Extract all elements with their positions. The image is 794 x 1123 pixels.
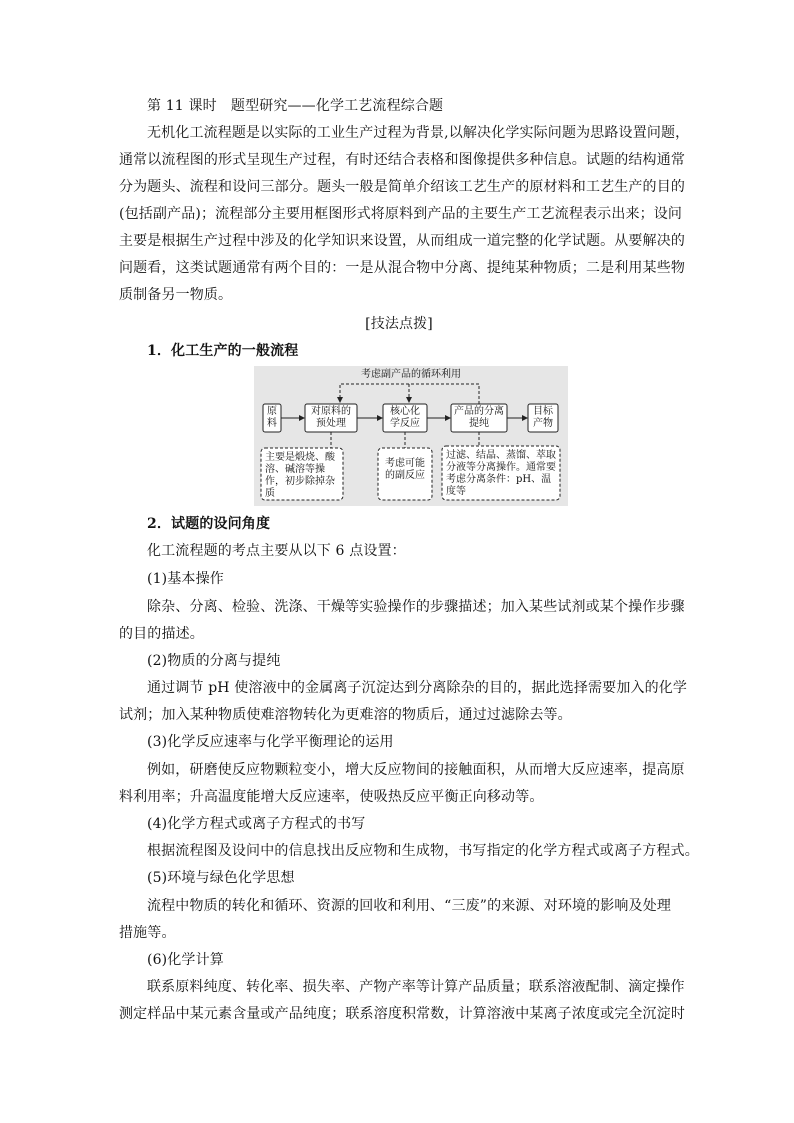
intro-line: (包括副产品)；流程部分主要用框图形式将原料到产品的主要生产工艺流程表示出来；设问: [119, 206, 683, 222]
box-separation: 产品的分离提纯: [454, 406, 504, 429]
heading-general-flow: 1．化工生产的一般流程: [147, 343, 299, 359]
intro-line: 分为题头、流程和设问三部分。题头一般是简单介绍该工艺生产的原材料和工艺生产的目的: [119, 179, 685, 195]
note-side-reaction: 考虑可能的副反应: [385, 458, 425, 481]
point-body: 措施等。: [119, 925, 176, 941]
point-title: (1)基本操作: [147, 571, 224, 587]
point-body: 例如，研磨使反应物颗粒变小，增大反应物间的接触面积，从而增大反应速率，提高原: [147, 762, 685, 778]
intro-line: 质制备另一物质。: [119, 287, 233, 303]
box-raw-material: 原料: [267, 406, 277, 429]
point-title: (3)化学反应速率与化学平衡理论的运用: [147, 734, 394, 750]
box-pretreatment: 对原料的预处理: [311, 406, 351, 429]
point-body: 联系原料纯度、转化率、损失率、产物产率等计算产品质量；联系溶液配制、滴定操作: [147, 979, 685, 995]
process-flow-diagram: [254, 366, 568, 506]
note-separation: 过滤、结晶、蒸馏、萃取分液等分离操作。通常要考虑分离条件：pH、温度等: [446, 450, 556, 497]
box-target-product: 目标产物: [533, 406, 553, 429]
question-angles-intro: 化工流程题的考点主要从以下 6 点设置：: [147, 543, 406, 559]
recycle-label: 考虑副产品的循环利用: [340, 369, 482, 381]
intro-line: 通常以流程图的形式呈现生产过程，有时还结合表格和图像提供多种信息。试题的结构通常: [119, 152, 685, 168]
point-body: 试剂；加入某种物质使难溶物转化为更难溶的物质后，通过过滤除去等。: [119, 707, 572, 723]
intro-line: 主要是根据生产过程中涉及的化学知识来设置，从而组成一道完整的化学试题。从要解决的: [119, 233, 685, 249]
note-pretreatment: 主要是煅烧、酸溶、碱溶等操作，初步除掉杂质: [265, 452, 335, 499]
heading-question-angles: 2．试题的设问角度: [147, 516, 271, 532]
point-body: 除杂、分离、检验、洗涤、干燥等实验操作的步骤描述；加入某些试剂或某个操作步骤: [147, 599, 685, 615]
point-title: (6)化学计算: [147, 952, 224, 968]
point-title: (5)环境与绿色化学思想: [147, 870, 295, 886]
lesson-title: 第 11 课时 题型研究——化学工艺流程综合题: [147, 98, 444, 114]
point-body: 的目的描述。: [119, 626, 204, 642]
point-body: 根据流程图及设问中的信息找出反应物和生成物，书写指定的化学方程式或离子方程式。: [147, 843, 699, 859]
intro-line: 问题看，这类试题通常有两个目的：一是从混合物中分离、提纯某种物质；二是利用某些物: [119, 260, 685, 276]
section-tag: [技法点拨]: [365, 316, 433, 332]
point-body: 测定样品中某元素含量或产品纯度；联系溶度积常数，计算溶液中某离子浓度或完全沉淀时: [119, 1006, 685, 1022]
point-title: (4)化学方程式或离子方程式的书写: [147, 816, 366, 832]
point-title: (2)物质的分离与提纯: [147, 653, 281, 669]
intro-line: 无机化工流程题是以实际的工业生产过程为背景,以解决化学实际问题为思路设置问题，: [147, 125, 690, 141]
point-body: 流程中物质的转化和循环、资源的回收和利用、“三废”的来源、对环境的影响及处理: [147, 898, 672, 914]
point-body: 料利用率；升高温度能增大反应速率，使吸热反应平衡正向移动等。: [119, 789, 544, 805]
point-body: 通过调节 pH 使溶液中的金属离子沉淀达到分离除杂的目的，据此选择需要加入的化学: [147, 680, 688, 696]
box-core-reaction: 核心化学反应: [390, 406, 420, 429]
